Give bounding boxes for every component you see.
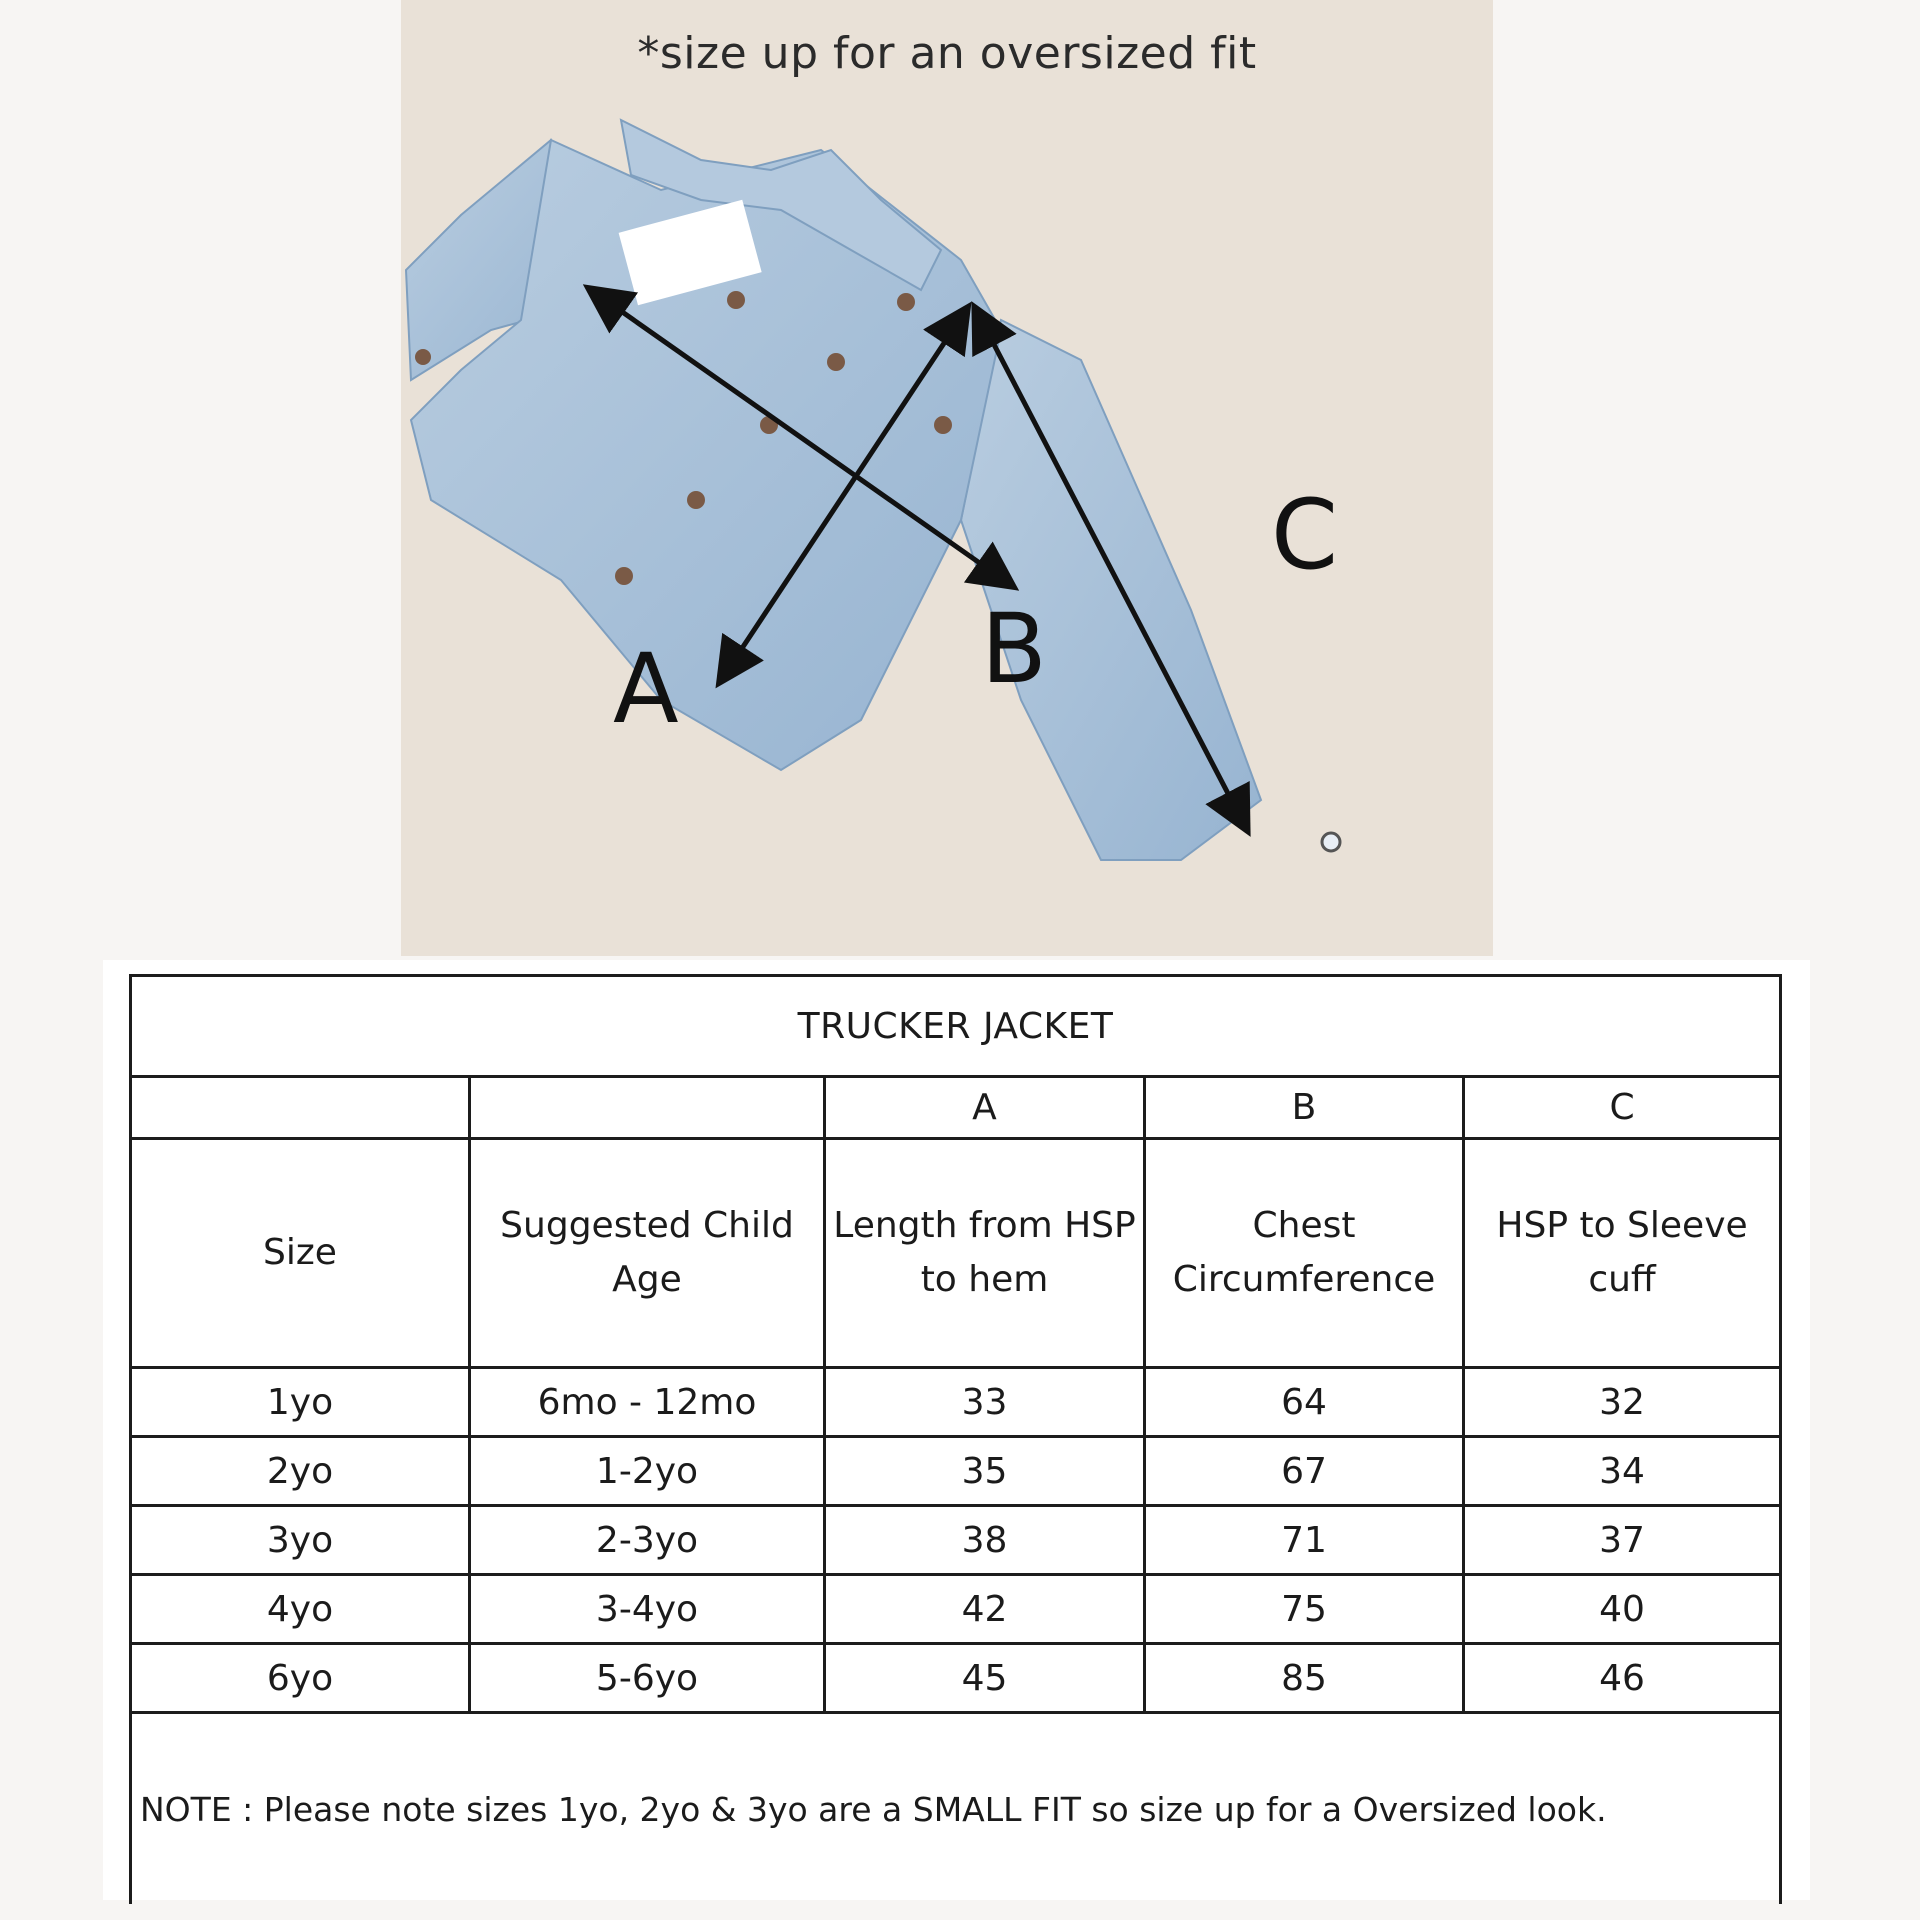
chest-cell: 71 xyxy=(1145,1506,1464,1575)
oversized-fit-note: *size up for an oversized fit xyxy=(637,28,1257,79)
size-cell: 2yo xyxy=(131,1437,470,1506)
size-chart-panel xyxy=(103,960,1810,1900)
size-cell: 1yo xyxy=(131,1368,470,1437)
length-cell: 38 xyxy=(825,1506,1145,1575)
table-title: TRUCKER JACKET xyxy=(131,976,1781,1077)
table-row xyxy=(131,1506,1781,1575)
chest-cell: 64 xyxy=(1145,1368,1464,1437)
label-a: A xyxy=(613,633,679,745)
fit-note: NOTE : Please note sizes 1yo, 2yo & 3yo are a SMALL FIT so size up for a Oversized look. xyxy=(131,1713,1781,1905)
label-b: B xyxy=(981,593,1047,705)
header-child-age: Suggested Child Age xyxy=(470,1139,825,1368)
header-chest: Chest Circumference xyxy=(1145,1139,1464,1368)
jacket-photo-panel xyxy=(401,0,1493,956)
letter-cell-c: C xyxy=(1464,1077,1781,1139)
label-c: C xyxy=(1271,479,1339,591)
letter-cell-a: A xyxy=(825,1077,1145,1139)
table-row xyxy=(131,1644,1781,1713)
sleeve-cell: 40 xyxy=(1464,1575,1781,1644)
table-row xyxy=(131,1575,1781,1644)
letter-cell xyxy=(470,1077,825,1139)
chest-cell: 67 xyxy=(1145,1437,1464,1506)
age-cell: 2-3yo xyxy=(470,1506,825,1575)
size-cell: 4yo xyxy=(131,1575,470,1644)
letter-cell-b: B xyxy=(1145,1077,1464,1139)
age-cell: 5-6yo xyxy=(470,1644,825,1713)
header-size: Size xyxy=(131,1139,470,1368)
size-cell: 3yo xyxy=(131,1506,470,1575)
length-cell: 45 xyxy=(825,1644,1145,1713)
length-cell: 35 xyxy=(825,1437,1145,1506)
measure-letter-row xyxy=(131,1077,1781,1139)
sleeve-cell: 32 xyxy=(1464,1368,1781,1437)
letter-cell xyxy=(131,1077,470,1139)
age-cell: 1-2yo xyxy=(470,1437,825,1506)
header-length: Length from HSP to hem xyxy=(825,1139,1145,1368)
age-cell: 3-4yo xyxy=(470,1575,825,1644)
sleeve-cell: 34 xyxy=(1464,1437,1781,1506)
length-cell: 33 xyxy=(825,1368,1145,1437)
column-header-row xyxy=(131,1139,1781,1368)
table-row xyxy=(131,1437,1781,1506)
table-row xyxy=(131,1368,1781,1437)
jacket-illustration xyxy=(401,0,1493,956)
header-sleeve: HSP to Sleeve cuff xyxy=(1464,1139,1781,1368)
sleeve-cell: 37 xyxy=(1464,1506,1781,1575)
size-cell: 6yo xyxy=(131,1644,470,1713)
sleeve-cell: 46 xyxy=(1464,1644,1781,1713)
length-cell: 42 xyxy=(825,1575,1145,1644)
size-chart-table xyxy=(129,974,1782,1904)
chest-cell: 75 xyxy=(1145,1575,1464,1644)
chest-cell: 85 xyxy=(1145,1644,1464,1713)
age-cell: 6mo - 12mo xyxy=(470,1368,825,1437)
